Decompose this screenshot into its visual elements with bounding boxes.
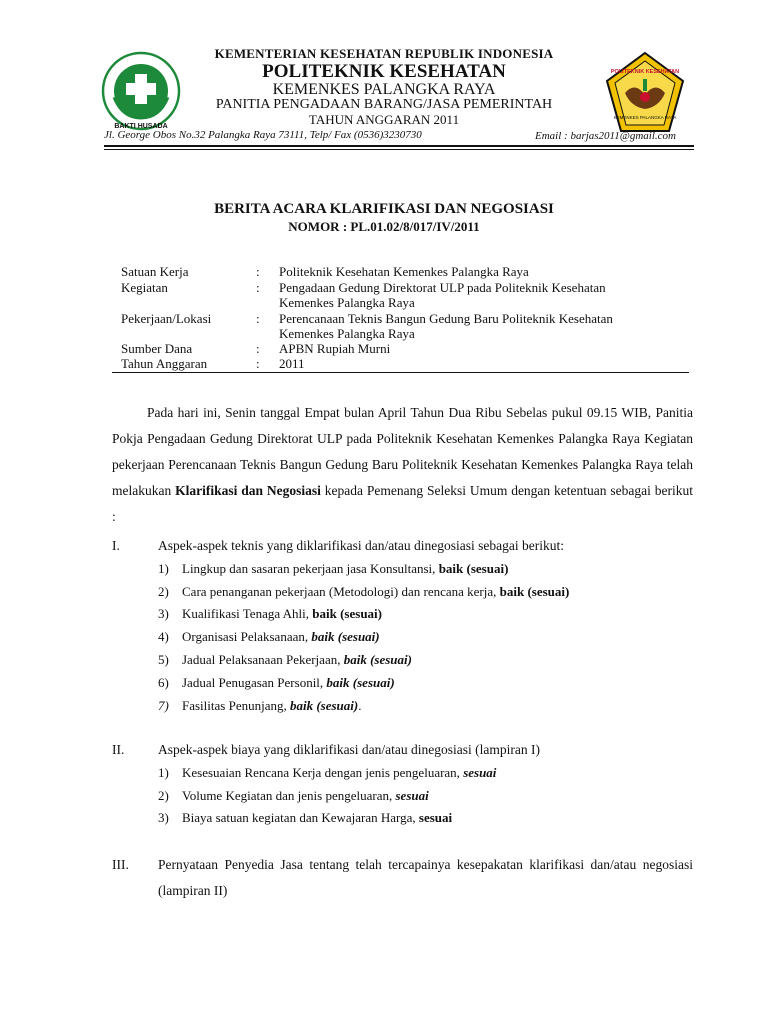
item-text: Jadual Pelaksanaan Pekerjaan, bbox=[182, 652, 344, 667]
item-status: sesuai bbox=[395, 788, 429, 803]
address-line: Jl. George Obos No.32 Palangka Raya 73111, Telp/ Fax (0536)3230730 bbox=[104, 129, 422, 141]
right-logo-text-bottom: KEMENKES PALANGKA RAYA bbox=[613, 115, 677, 120]
committee-name: PANITIA PENGADAAN BARANG/JASA PEMERINTAH bbox=[215, 97, 553, 112]
item-status: baik (sesuai) bbox=[343, 652, 412, 667]
item-text: Cara penanganan pekerjaan (Metodologi) dan rencana kerja, bbox=[182, 584, 500, 599]
section-1-item bbox=[158, 675, 395, 691]
detail-key-sumber-dana: Sumber Dana bbox=[121, 341, 193, 356]
fiscal-year: TAHUN ANGGARAN 2011 bbox=[308, 112, 460, 127]
institution-name: POLITEKNIK KESEHATAN bbox=[262, 61, 506, 82]
detail-value-kegiatan-line1: Pengadaan Gedung Direktorat ULP pada Politeknik Kesehatan bbox=[279, 280, 606, 295]
intro-bold-text: Klarifikasi dan Negosiasi bbox=[175, 483, 321, 498]
section-3-text: Pernyataan Penyedia Jasa tentang telah tercapainya kesepakatan klarifikasi dan/atau negosiasi (lampiran II) bbox=[158, 857, 693, 898]
detail-colon: : bbox=[256, 356, 260, 371]
section-2-item bbox=[158, 810, 452, 826]
letterhead-rule-thin bbox=[104, 149, 694, 150]
item-number: 3) bbox=[158, 606, 169, 621]
item-text: Biaya satuan kegiatan dan Kewajaran Harga, bbox=[182, 810, 419, 825]
details-bottom-rule bbox=[112, 372, 689, 373]
document-number: NOMOR : PL.01.02/8/017/IV/2011 bbox=[288, 219, 480, 234]
item-text: Lingkup dan sasaran pekerjaan jasa Konsultansi, bbox=[182, 561, 439, 576]
detail-colon: : bbox=[256, 280, 260, 295]
section-1-item bbox=[158, 606, 382, 622]
detail-key-satuan-kerja: Satuan Kerja bbox=[121, 264, 189, 279]
item-status: baik (sesuai) bbox=[499, 584, 570, 599]
sub-institution-name: KEMENKES PALANGKA RAYA bbox=[272, 81, 496, 98]
section-1-item bbox=[158, 584, 569, 600]
item-status: sesuai bbox=[463, 765, 497, 780]
item-text: Kualifikasi Tenaga Ahli, bbox=[182, 606, 313, 621]
left-logo-text: BAKTI HUSADA bbox=[114, 123, 168, 130]
item-number: 7) bbox=[158, 698, 169, 713]
email-address: Email : barjas2011@gmail.com bbox=[535, 130, 676, 142]
item-number: 3) bbox=[158, 810, 169, 825]
item-status: baik (sesuai) bbox=[326, 675, 395, 690]
item-status: baik (sesuai) bbox=[289, 698, 359, 713]
item-number: 1) bbox=[158, 765, 169, 780]
item-end: . bbox=[358, 698, 362, 713]
item-status: sesuai bbox=[418, 810, 453, 825]
section-2-number: II. bbox=[112, 742, 125, 757]
item-text: Fasilitas Penunjang, bbox=[182, 698, 290, 713]
section-3-number: III. bbox=[112, 857, 129, 872]
section-1-item bbox=[158, 629, 380, 645]
right-logo-text-top: POLITEKNIK KESEHATAN bbox=[610, 69, 680, 75]
section-1-number: I. bbox=[112, 538, 120, 553]
detail-colon: : bbox=[256, 341, 260, 356]
item-number: 6) bbox=[158, 675, 169, 690]
section-2-item bbox=[158, 788, 429, 804]
item-text: Kesesuaian Rencana Kerja dengan jenis pengeluaran, bbox=[182, 765, 464, 780]
item-text: Jadual Penugasan Personil, bbox=[182, 675, 327, 690]
item-number: 5) bbox=[158, 652, 169, 667]
item-number: 1) bbox=[158, 561, 169, 576]
detail-value-kegiatan-line2: Kemenkes Palangka Raya bbox=[279, 295, 415, 310]
section-2-heading: Aspek-aspek biaya yang diklarifikasi dan/atau dinegosiasi (lampiran I) bbox=[158, 742, 541, 757]
section-1-heading: Aspek-aspek teknis yang diklarifikasi dan/atau dinegosiasi sebagai berikut: bbox=[158, 538, 565, 553]
item-text: Volume Kegiatan dan jenis pengeluaran, bbox=[182, 788, 396, 803]
item-number: 4) bbox=[158, 629, 169, 644]
detail-value-satuan-kerja: Politeknik Kesehatan Kemenkes Palangka Raya bbox=[279, 264, 529, 279]
ministry-name: KEMENTERIAN KESEHATAN REPUBLIK INDONESIA bbox=[214, 46, 554, 61]
item-number: 2) bbox=[158, 788, 169, 803]
item-status: baik (sesuai) bbox=[311, 629, 380, 644]
letterhead-rule-thick bbox=[104, 145, 694, 147]
detail-value-pekerjaan-line1: Perencanaan Teknis Bangun Gedung Baru Politeknik Kesehatan bbox=[279, 311, 613, 326]
intro-text-part1: Pada hari ini, Senin tanggal Empat bulan April Tahun Dua Ribu Sebelas pukul 09.15 WIB, Panitia Pokja Pengadaan Gedung Direktorat ULP pada Politeknik Kesehatan Kemenkes Palangka Raya Kegiatan pekerjaan Perencanaan Teknis Bangun Gedung Baru Politeknik Kesehatan Kemenkes Palangka Raya telah melakukan bbox=[112, 405, 693, 498]
section-2-item bbox=[158, 765, 496, 781]
document-title: BERITA ACARA KLARIFIKASI DAN NEGOSIASI bbox=[214, 201, 554, 217]
section-1-item bbox=[158, 698, 361, 714]
intro-paragraph bbox=[112, 400, 693, 530]
detail-value-sumber-dana: APBN Rupiah Murni bbox=[279, 341, 391, 356]
detail-value-pekerjaan-line2: Kemenkes Palangka Raya bbox=[279, 326, 415, 341]
detail-key-pekerjaan-lokasi: Pekerjaan/Lokasi bbox=[121, 311, 212, 326]
item-text: Organisasi Pelaksanaan, bbox=[182, 629, 312, 644]
detail-value-tahun-anggaran: 2011 bbox=[279, 356, 305, 371]
detail-colon: : bbox=[256, 311, 260, 326]
detail-colon: : bbox=[256, 264, 260, 279]
item-status: baik (sesuai) bbox=[438, 561, 509, 576]
section-1-item bbox=[158, 652, 412, 668]
section-1-item bbox=[158, 561, 508, 577]
detail-key-kegiatan: Kegiatan bbox=[121, 280, 168, 295]
item-number: 2) bbox=[158, 584, 169, 599]
item-status: baik (sesuai) bbox=[312, 606, 382, 621]
intro-text-part2: kepada Pemenang Seleksi Umum dengan ketentuan sebagai berikut : bbox=[112, 483, 693, 524]
detail-key-tahun-anggaran: Tahun Anggaran bbox=[121, 356, 208, 371]
